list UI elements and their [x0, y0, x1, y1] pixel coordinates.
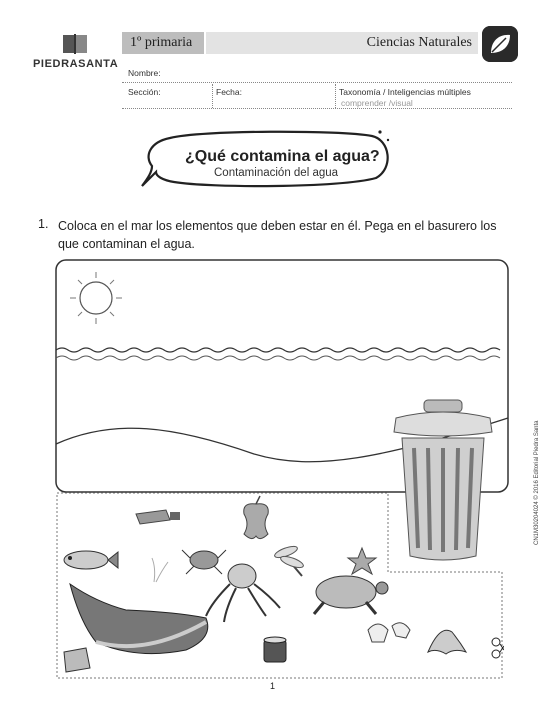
page-subtitle: Contaminación del agua	[214, 167, 339, 179]
apple-core-icon[interactable]	[244, 496, 269, 539]
cutout-items-area	[56, 492, 504, 680]
dragonfly-icon[interactable]	[273, 544, 304, 576]
section-field-label: Sección:	[128, 87, 161, 97]
eggshell-icon[interactable]	[368, 623, 410, 642]
octopus-icon[interactable]	[206, 564, 280, 622]
date-field-label: Fecha:	[216, 87, 242, 97]
can-icon[interactable]	[264, 637, 286, 662]
crab-icon[interactable]	[182, 550, 226, 574]
field-divider	[212, 84, 213, 108]
turtle-icon[interactable]	[314, 576, 388, 614]
taxonomy-label: Taxonomía / Inteligencias múltiples	[339, 87, 471, 97]
banana-peel-icon[interactable]	[428, 630, 466, 654]
section-field-line[interactable]	[122, 108, 512, 109]
exercise-number: 1.	[38, 217, 49, 231]
brand-logo: PIEDRASANTA	[33, 58, 119, 70]
page-title: ¿Qué contamina el agua?	[185, 148, 380, 165]
grade-label: 1º primaria	[122, 32, 204, 54]
crushed-can-icon[interactable]	[64, 648, 90, 672]
taxonomy-value: comprender /visual	[341, 98, 413, 108]
name-field-label: Nombre:	[128, 68, 161, 78]
fish-icon[interactable]	[64, 551, 118, 569]
field-divider	[335, 84, 336, 108]
exercise-instruction: Coloca en el mar los elementos que deben estar en él. Pega en el basurero los que contaminan el agua.	[58, 219, 497, 251]
side-credit: CN1M30204024 © 2016 Editorial Piedra Santa	[534, 420, 540, 545]
bottle-icon[interactable]	[136, 510, 180, 524]
leaf-icon	[482, 26, 518, 62]
starfish-icon[interactable]	[348, 548, 376, 574]
name-field-line[interactable]	[122, 82, 512, 83]
book-logo-icon	[62, 33, 88, 55]
page-number: 1	[270, 681, 276, 691]
subject-label: Ciencias Naturales	[206, 32, 478, 54]
